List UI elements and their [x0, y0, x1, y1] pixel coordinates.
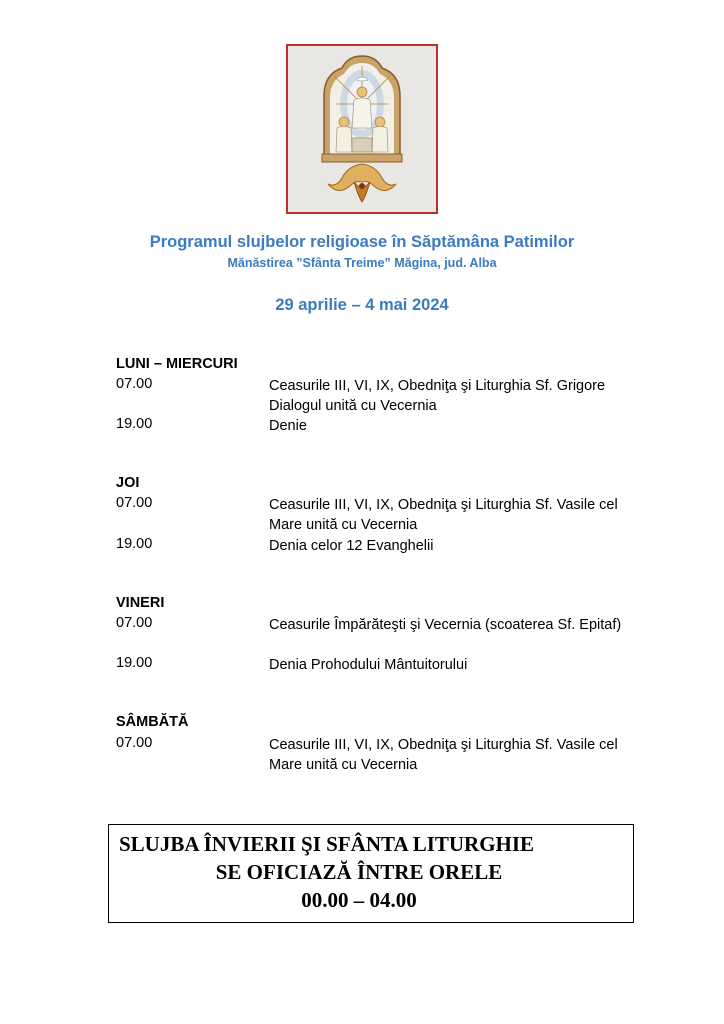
- notice-line: SE OFICIAZĂ ÎNTRE ORELE: [215, 860, 503, 884]
- holy-trinity-icon: [286, 44, 438, 214]
- service-description: Ceasurile III, VI, IX, Obedniţa şi Liturghia Sf. Vasile cel Mare unită cu Vecernia: [269, 497, 618, 533]
- notice-line: SLUJBA ÎNVIERII ŞI SFÂNTA LITURGHIE: [119, 832, 535, 856]
- service-time: 07.00: [116, 495, 153, 511]
- day-heading: LUNI – MIERCURI: [116, 356, 238, 372]
- service-time: 19.00: [116, 536, 153, 552]
- icon-illustration: [288, 46, 436, 212]
- service-description: Ceasurile III, VI, IX, Obedniţa şi Liturghia Sf. Grigore Dialogul unită cu Vecernia: [269, 378, 606, 414]
- page-title: Programul slujbelor religioase în Săptămâna Patimilor: [149, 233, 575, 251]
- service-description: Denia Prohodului Mântuitorului: [269, 657, 468, 673]
- date-range: 29 aprilie – 4 mai 2024: [275, 296, 449, 314]
- service-time: 07.00: [116, 615, 153, 631]
- service-time: 07.00: [116, 376, 153, 392]
- page-subtitle: Mănăstirea ”Sfânta Treime” Măgina, jud. Alba: [227, 256, 497, 270]
- service-description: Denia celor 12 Evanghelii: [269, 538, 434, 554]
- service-time: 07.00: [116, 735, 153, 751]
- service-description: Denie: [269, 418, 307, 434]
- service-time: 19.00: [116, 416, 153, 432]
- service-description: Ceasurile III, VI, IX, Obedniţa şi Liturghia Sf. Vasile cel Mare unită cu Vecernia: [269, 737, 618, 773]
- notice-hours: 00.00 – 04.00: [301, 888, 417, 912]
- day-heading: SÂMBĂTĂ: [116, 714, 189, 730]
- service-time: 19.00: [116, 655, 153, 671]
- service-description: Ceasurile Împărăteşti şi Vecernia (scoaterea Sf. Epitaf): [269, 617, 622, 633]
- day-heading: JOI: [116, 475, 140, 491]
- resurrection-notice-box: [108, 824, 634, 923]
- day-heading: VINERI: [116, 595, 165, 611]
